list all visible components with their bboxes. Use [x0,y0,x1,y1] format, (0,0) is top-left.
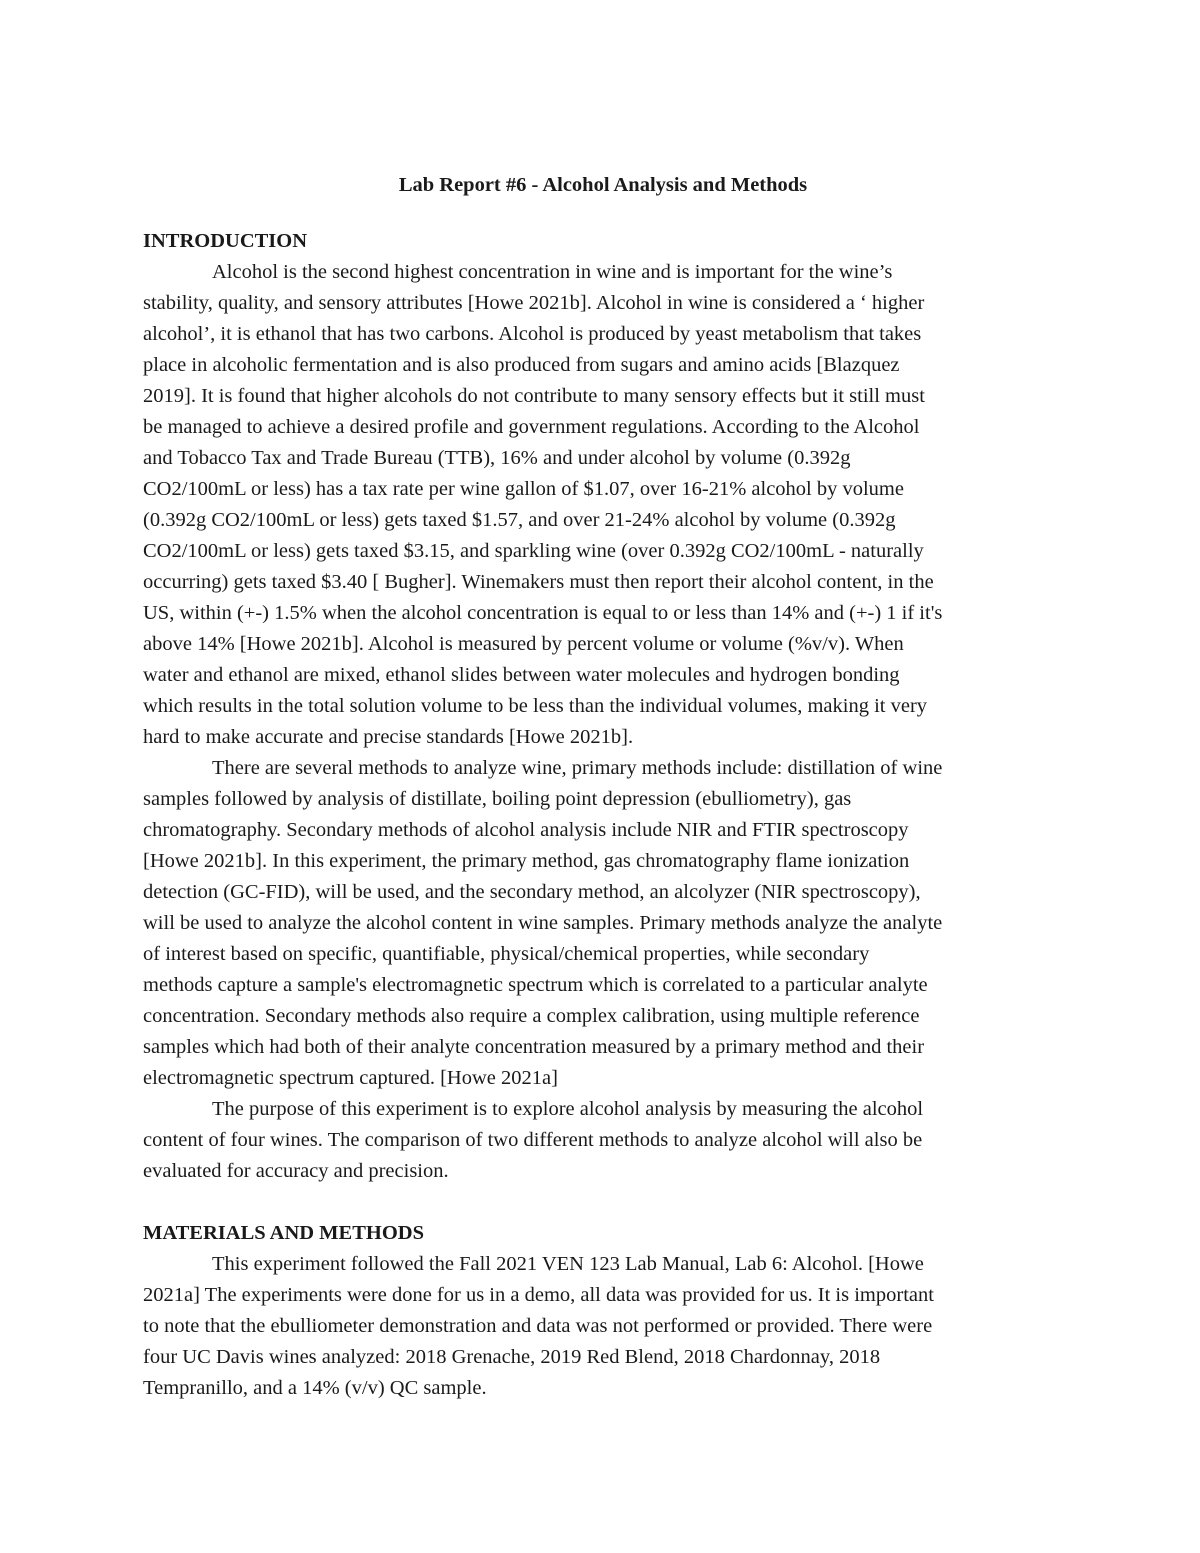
document-page [143,170,1063,1404]
text-line: samples followed by analysis of distillate, boiling point depression (ebulliometry), gas [143,788,852,810]
text-line: This experiment followed the Fall 2021 VEN 123 Lab Manual, Lab 6: Alcohol. [Howe [212,1253,924,1275]
text-line: occurring) gets taxed $3.40 [ Bugher]. Winemakers must then report their alcohol content, in the [143,571,934,593]
text-line: US, within (+-) 1.5% when the alcohol concentration is equal to or less than 14% and (+-) 1 if it's [143,602,943,624]
text-line: 2019]. It is found that higher alcohols do not contribute to many sensory effects but it still must [143,385,925,407]
paragraph [143,257,1063,753]
text-line: samples which had both of their analyte concentration measured by a primary method and their [143,1036,925,1058]
text-line: content of four wines. The comparison of two different methods to analyze alcohol will also be [143,1129,923,1151]
section-body-materials-methods [143,1249,1063,1404]
section-body-introduction [143,257,1063,1187]
text-line: place in alcoholic fermentation and is also produced from sugars and amino acids [Blazquez [143,354,900,376]
paragraph [143,753,1063,1094]
text-line: 2021a] The experiments were done for us in a demo, all data was provided for us. It is important [143,1284,934,1306]
text-line: (0.392g CO2/100mL or less) gets taxed $1.57, and over 21-24% alcohol by volume (0.392g [143,509,896,531]
section-heading-materials-methods: MATERIALS AND METHODS [143,1222,424,1244]
text-line: concentration. Secondary methods also require a complex calibration, using multiple reference [143,1005,920,1027]
text-line: alcohol’, it is ethanol that has two carbons. Alcohol is produced by yeast metabolism that takes [143,323,922,345]
text-line: [Howe 2021b]. In this experiment, the primary method, gas chromatography flame ionization [143,850,910,872]
document-title: Lab Report #6 - Alcohol Analysis and Methods [398,174,808,196]
paragraph [143,1249,1063,1404]
section-spacer [143,1187,1063,1218]
text-line: CO2/100mL or less) has a tax rate per wine gallon of $1.07, over 16-21% alcohol by volume [143,478,904,500]
text-line: will be used to analyze the alcohol content in wine samples. Primary methods analyze the analyte [143,912,943,934]
text-line: which results in the total solution volume to be less than the individual volumes, making it very [143,695,928,717]
text-line: Alcohol is the second highest concentration in wine and is important for the wine’s [212,261,893,283]
text-line: detection (GC-FID), will be used, and the secondary method, an alcolyzer (NIR spectroscopy), [143,881,921,903]
text-line: CO2/100mL or less) gets taxed $3.15, and sparkling wine (over 0.392g CO2/100mL - naturally [143,540,924,562]
text-line: Tempranillo, and a 14% (v/v) QC sample. [143,1377,487,1399]
text-line: methods capture a sample's electromagnetic spectrum which is correlated to a particular analyte [143,974,928,996]
text-line: above 14% [Howe 2021b]. Alcohol is measured by percent volume or volume (%v/v). When [143,633,904,655]
text-line: electromagnetic spectrum captured. [Howe 2021a] [143,1067,558,1089]
text-line: hard to make accurate and precise standards [Howe 2021b]. [143,726,634,748]
text-line: be managed to achieve a desired profile and government regulations. According to the Alcohol [143,416,920,438]
text-line: The purpose of this experiment is to explore alcohol analysis by measuring the alcohol [212,1098,924,1120]
text-line: four UC Davis wines analyzed: 2018 Grenache, 2019 Red Blend, 2018 Chardonnay, 2018 [143,1346,881,1368]
text-line: to note that the ebulliometer demonstration and data was not performed or provided. There were [143,1315,933,1337]
text-line: evaluated for accuracy and precision. [143,1160,449,1182]
section-heading-introduction: INTRODUCTION [143,230,308,252]
text-line: and Tobacco Tax and Trade Bureau (TTB), 16% and under alcohol by volume (0.392g [143,447,851,469]
text-line: water and ethanol are mixed, ethanol slides between water molecules and hydrogen bonding [143,664,900,686]
paragraph [143,1094,1063,1187]
text-line: stability, quality, and sensory attributes [Howe 2021b]. Alcohol in wine is considered a ‘ higher [143,292,925,314]
text-line: of interest based on specific, quantifiable, physical/chemical properties, while secondary [143,943,870,965]
text-line: There are several methods to analyze wine, primary methods include: distillation of wine [212,757,943,779]
text-line: chromatography. Secondary methods of alcohol analysis include NIR and FTIR spectroscopy [143,819,909,841]
